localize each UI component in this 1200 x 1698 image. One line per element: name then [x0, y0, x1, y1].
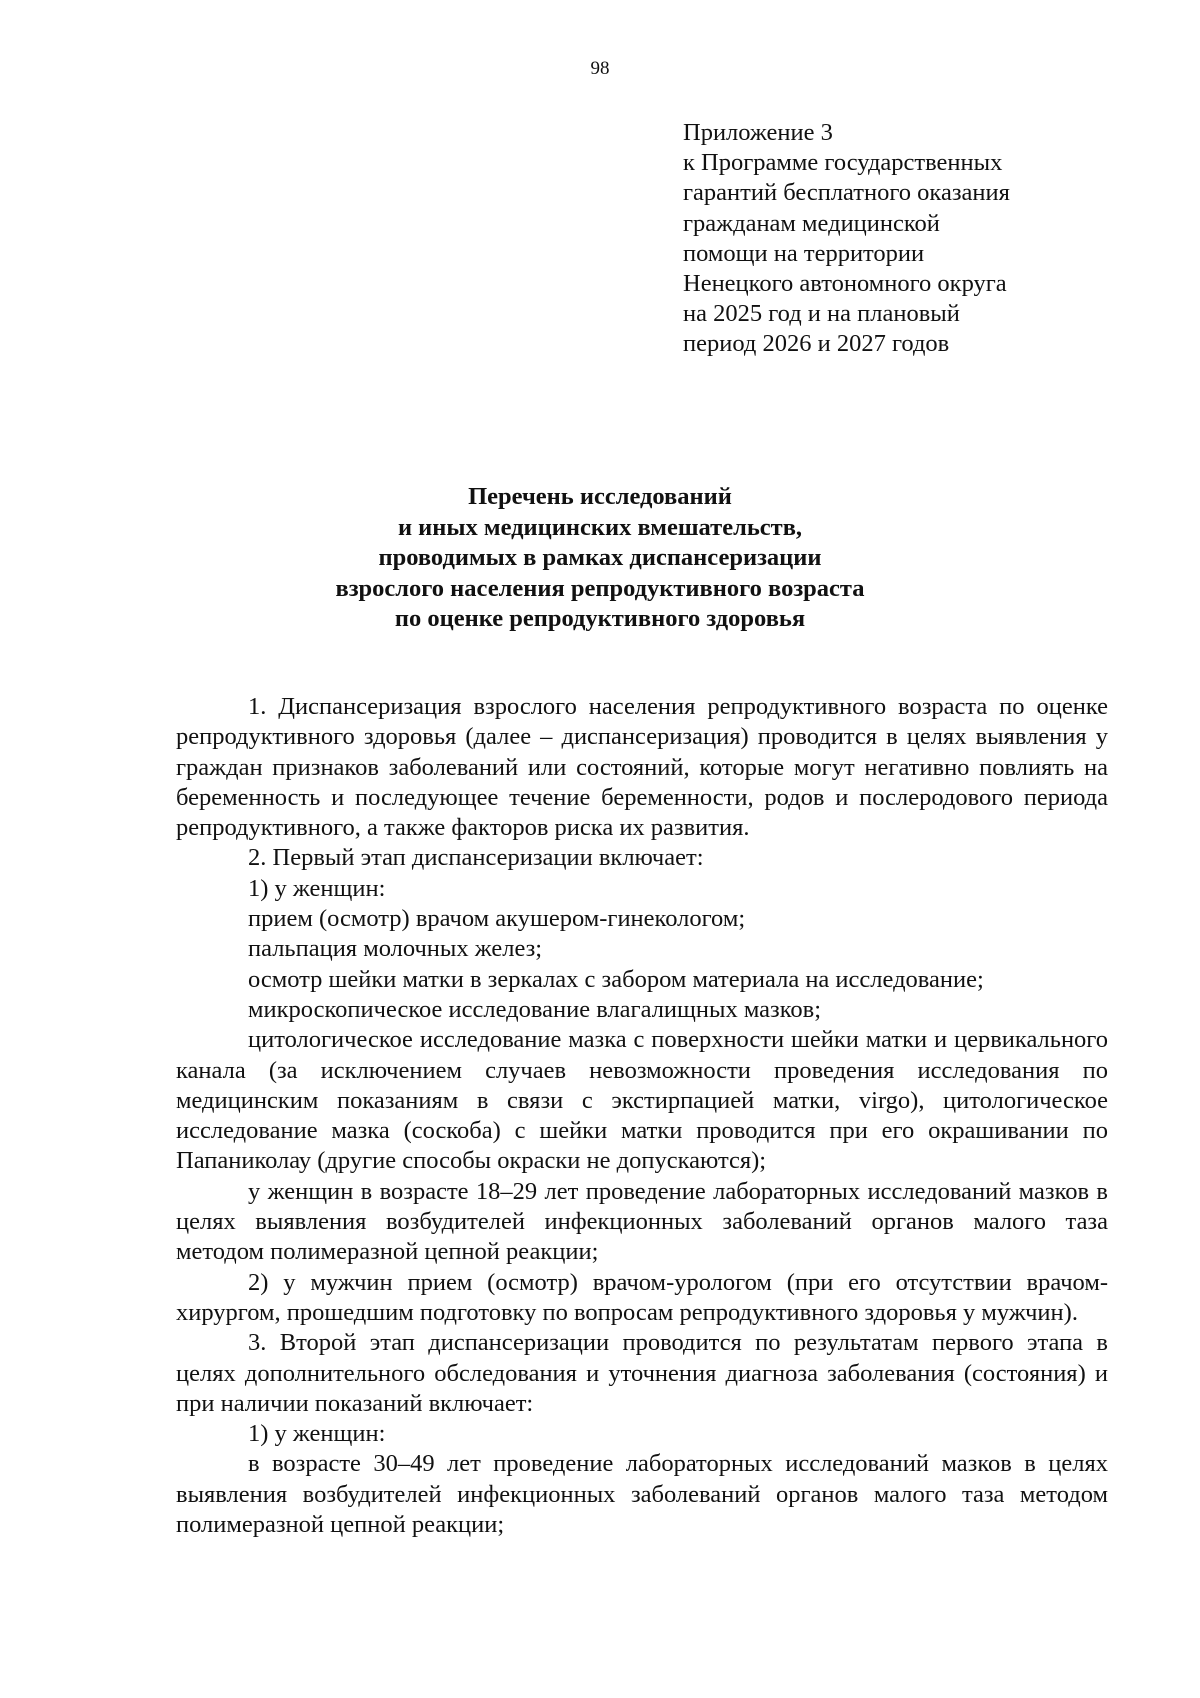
paragraph: 1) у женщин:: [248, 1420, 386, 1448]
paragraph: микроскопическое исследование влагалищных мазков;: [248, 995, 822, 1023]
title-line: проводимых в рамках диспансеризации: [378, 544, 822, 571]
title-line: по оценке репродуктивного здоровья: [394, 605, 806, 632]
paragraph: прием (осмотр) врачом акушером-гинекологом;: [248, 905, 746, 933]
appendix-line: к Программе государственных: [683, 149, 1003, 177]
paragraph: 2. Первый этап диспансеризации включает:: [248, 844, 704, 872]
paragraph: у женщин в возрасте 18–29 лет проведение лабораторных исследований мазков в целях выявления возбудителей инфекционных заболеваний органов малого таза методом полимеразной цепной реакции;: [176, 1177, 1108, 1266]
paragraph: 3. Второй этап диспансеризации проводится по результатам первого этапа в целях дополнительного обследования и уточнения диагноза заболевания (состояния) и при наличии показаний включает:: [176, 1329, 1108, 1417]
title-line: взрослого населения репродуктивного возраста: [335, 574, 865, 602]
paragraph: цитологическое исследование мазка с поверхности шейки матки и цервикального канала (за исключением случаев невозможности проведения исследования по медицинским показаниям в связи с экстирпацией матки, virgo), цитологическое исследование мазка (соскоба) с шейки матки проводится при его окрашивании по Папаниколау (другие способы окраски не допускаются);: [176, 1026, 1108, 1175]
document-title: [0, 482, 1200, 635]
paragraph: 2) у мужчин прием (осмотр) врачом-урологом (при его отсутствии врачом-хирургом, прошедшим подготовку по вопросам репродуктивного здоровья у мужчин).: [176, 1268, 1108, 1326]
paragraph: осмотр шейки матки в зеркалах с забором материала на исследование;: [248, 965, 984, 993]
appendix-line: гарантий бесплатного оказания: [683, 179, 1010, 207]
title-line: Перечень исследований: [468, 483, 732, 510]
appendix-header: [683, 118, 1103, 360]
appendix-line: гражданам медицинской: [683, 209, 940, 237]
page-number: 98: [590, 58, 610, 79]
paragraph: в возрасте 30–49 лет проведение лабораторных исследований мазков в целях выявления возбудителей инфекционных заболеваний органов малого таза методом полимеразной цепной реакции;: [176, 1450, 1108, 1539]
paragraph: 1. Диспансеризация взрослого населения репродуктивного возраста по оценке репродуктивного здоровья (далее – диспансеризация) проводится в целях выявления у граждан признаков заболеваний или состояний, которые могут негативно повлиять на беременность и последующее течение беременности, родов и послеродового периода репродуктивного, а также факторов риска их развития.: [176, 693, 1108, 842]
appendix-line: Приложение 3: [683, 119, 833, 146]
paragraph: пальпация молочных желез;: [248, 935, 543, 963]
appendix-line: на 2025 год и на плановый: [683, 300, 960, 328]
appendix-line: период 2026 и 2027 годов: [683, 330, 950, 358]
title-line: и иных медицинских вмешательств,: [397, 513, 803, 541]
document-body: [176, 692, 1108, 1540]
paragraph: 1) у женщин:: [248, 874, 386, 902]
appendix-line: помощи на территории: [683, 239, 925, 267]
appendix-line: Ненецкого автономного округа: [683, 270, 1007, 298]
